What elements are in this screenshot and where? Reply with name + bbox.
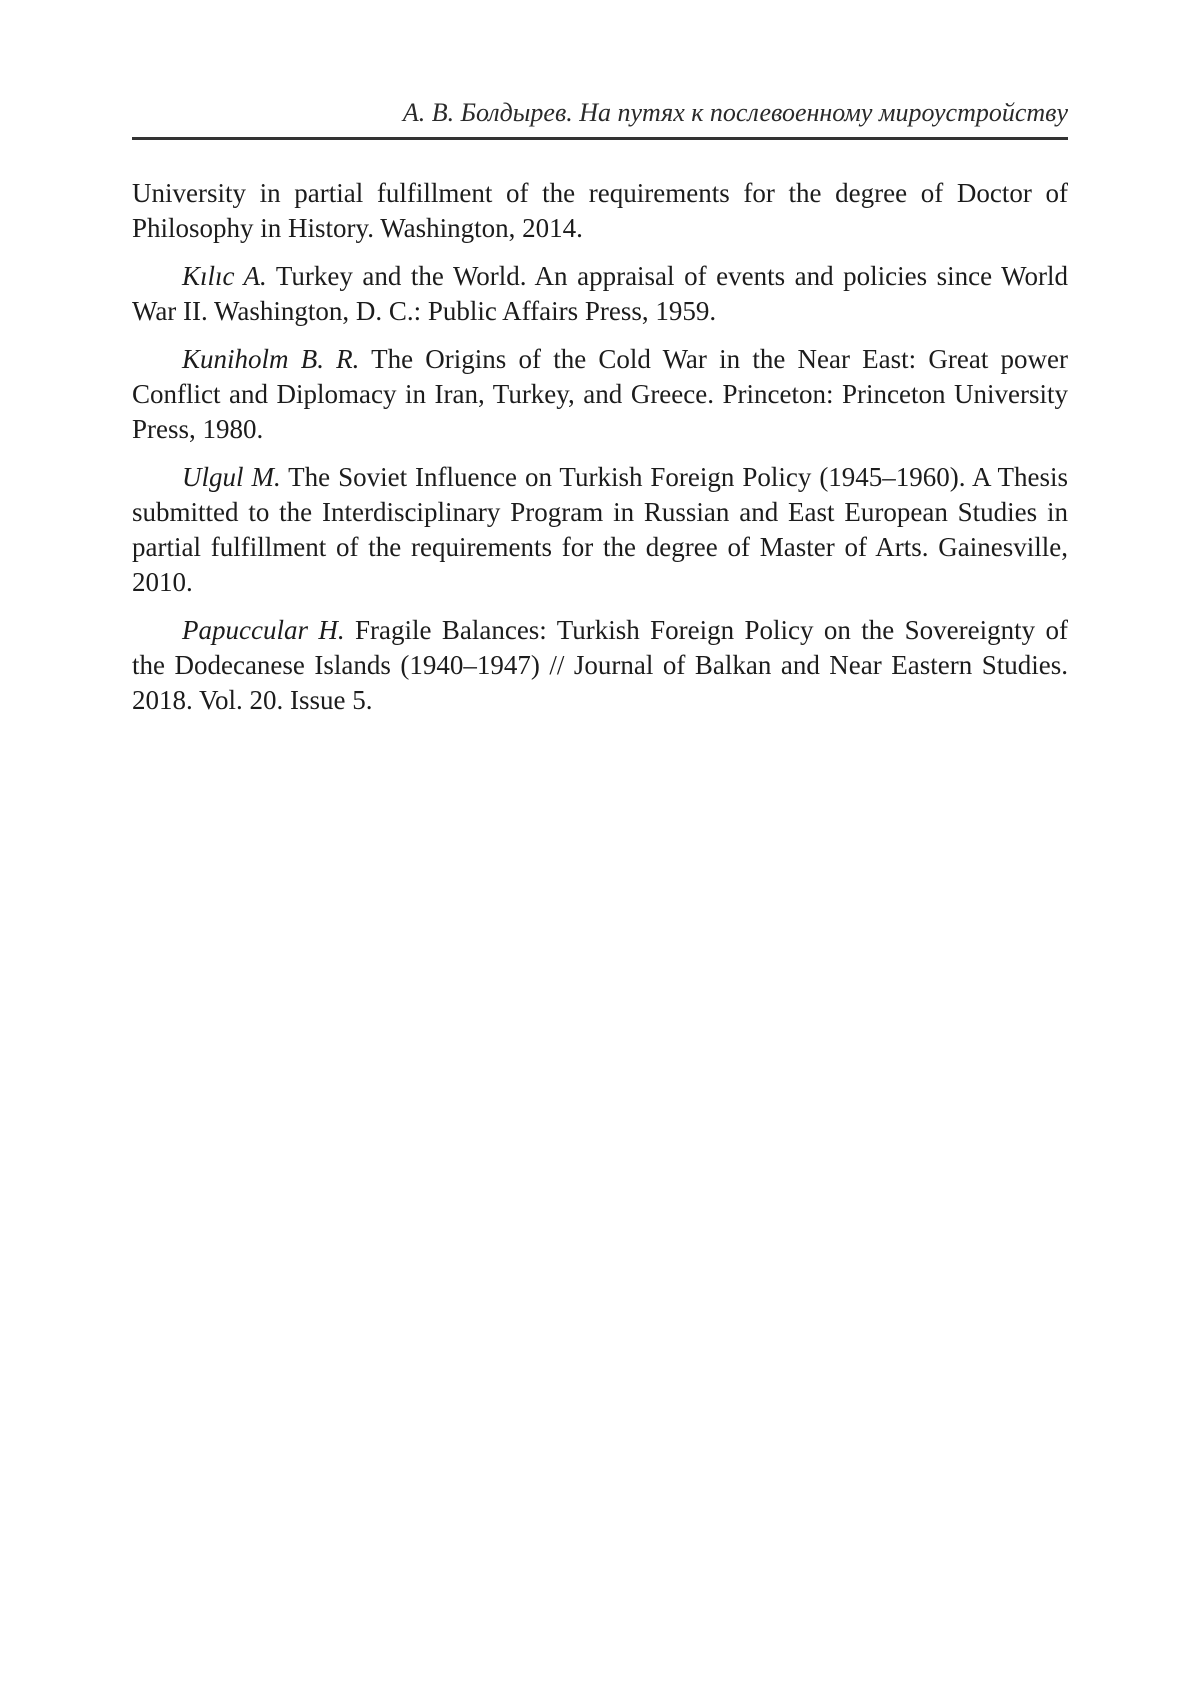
bibliography-entry <box>132 342 1068 447</box>
entry-author: Kuniholm B. R. <box>182 344 360 374</box>
entry-text: The Soviet Influence on Turkish Foreign Policy (1945–1960). A Thesis submitted to the Interdisciplinary Program in Russian and East European Studies in partial fulfillment of the requirements for the degree of Master of Arts. Gainesville, 2010. <box>132 462 1068 597</box>
page-header <box>132 98 1068 140</box>
bibliography-entry <box>132 176 1068 246</box>
entry-author: Kılıc A. <box>182 261 267 291</box>
entry-author: Papuccular H. <box>182 615 345 645</box>
running-head: А. В. Болдырев. На путях к послевоенному мироустройству <box>402 98 1068 127</box>
header-rule <box>132 137 1068 140</box>
entry-text: The Origins of the Cold War in the Near East: Great power Conflict and Diplomacy in Iran, Turkey, and Greece. Princeton: Princeton University Press, 1980. <box>132 344 1068 444</box>
entry-text: Fragile Balances: Turkish Foreign Policy on the Sovereignty of the Dodecanese Islands (1940–1947) // Journal of Balkan and Near Eastern Studies. 2018. Vol. 20. Issue 5. <box>132 615 1068 715</box>
entry-text: University in partial fulfillment of the requirements for the degree of Doctor of Philosophy in History. Washington, 2014. <box>132 178 1068 243</box>
bibliography <box>132 176 1068 731</box>
bibliography-entry <box>132 259 1068 329</box>
bibliography-entry <box>132 460 1068 600</box>
bibliography-entry <box>132 613 1068 718</box>
entry-text: Turkey and the World. An appraisal of events and policies since World War II. Washington, D. C.: Public Affairs Press, 1959. <box>132 261 1068 326</box>
entry-author: Ulgul M. <box>182 462 281 492</box>
